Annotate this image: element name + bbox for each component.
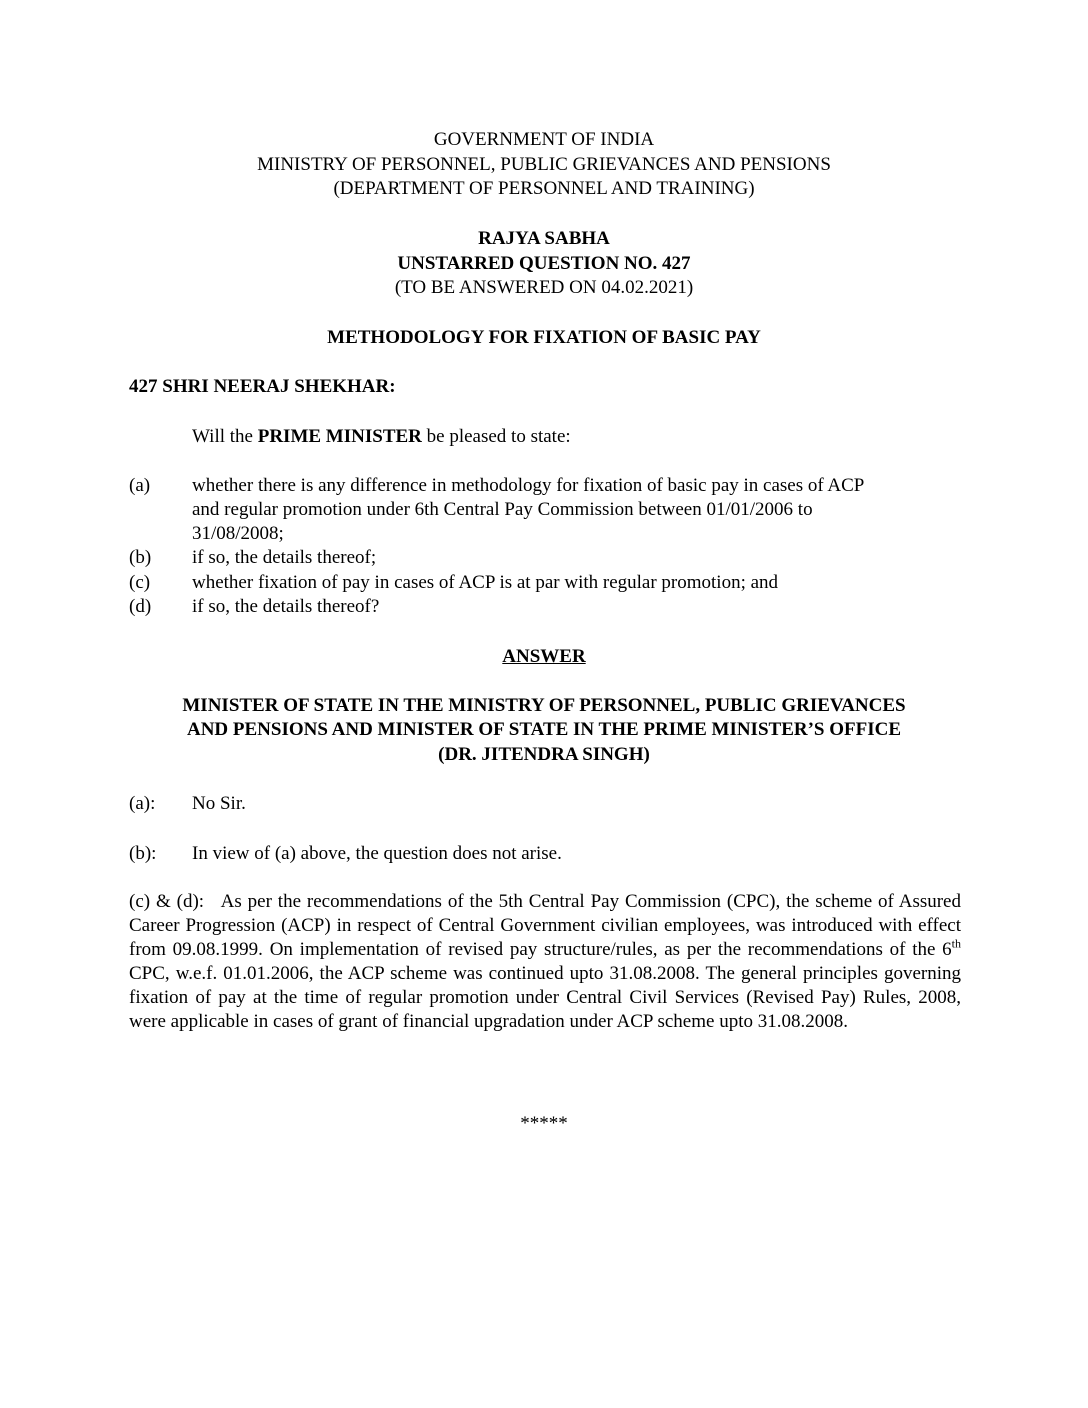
minister-line-3: (DR. JITENDRA SINGH) (438, 744, 650, 765)
intro-pre: Will the (192, 426, 258, 447)
header-line-3: (DEPARTMENT OF PERSONNEL AND TRAINING) (333, 178, 755, 199)
header-line-2: MINISTRY OF PERSONNEL, PUBLIC GRIEVANCES AND PENSIONS (257, 154, 831, 175)
intro-bold: PRIME MINISTER (257, 426, 422, 447)
header-line-1: GOVERNMENT OF INDIA (433, 129, 655, 150)
question-a-label: (a) (129, 475, 151, 496)
question-a-line-2: and regular promotion under 6th Central Pay Commission between 01/01/2006 to (192, 499, 813, 520)
answer-heading: ANSWER (502, 646, 586, 667)
question-a-line-1: whether there is any difference in methodology for fixation of basic pay in cases of ACP (192, 475, 865, 496)
minister-line-2: AND PENSIONS AND MINISTER OF STATE IN THE PRIME MINISTER’S OFFICE (186, 719, 902, 740)
question-number: UNSTARRED QUESTION NO. 427 (397, 253, 691, 274)
question-d-label: (d) (129, 596, 152, 617)
house-name: RAJYA SABHA (478, 228, 610, 249)
answer-b-text: In view of (a) above, the question does not arise. (192, 843, 562, 864)
answer-date: (TO BE ANSWERED ON 04.02.2021) (394, 277, 694, 298)
answer-a-label: (a): (129, 793, 156, 814)
question-a-line-3: 31/08/2008; (192, 523, 284, 544)
end-marker: ***** (520, 1113, 568, 1134)
question-intro (192, 425, 571, 449)
question-c-line-1: whether fixation of pay in cases of ACP is at par with regular promotion; and (192, 572, 779, 593)
answer-cd-text-1: As per the recommendations of the 5th Central Pay Commission (CPC), the scheme of Assured Career Progression (ACP) in respect of Central Government civilian employees, was introduced with effect from 09.08.1999. On implementation of revised pay structure/rules, as per the recommendations of the 6 (129, 891, 961, 960)
question-c-label: (c) (129, 572, 151, 593)
intro-post: be pleased to state: (421, 426, 571, 447)
answer-cd-paragraph (129, 890, 961, 1034)
answer-cd-label: (c) & (d): (129, 891, 205, 912)
minister-line-1: MINISTER OF STATE IN THE MINISTRY OF PERSONNEL, PUBLIC GRIEVANCES (182, 695, 906, 716)
answer-a-text: No Sir. (192, 793, 246, 814)
answer-cd-superscript: th (951, 936, 961, 951)
question-b-line-1: if so, the details thereof; (192, 547, 377, 568)
question-b-label: (b) (129, 547, 152, 568)
answer-b-label: (b): (129, 843, 157, 864)
asker-name: 427 SHRI NEERAJ SHEKHAR: (129, 376, 396, 397)
question-d-line-1: if so, the details thereof? (192, 596, 380, 617)
answer-cd-text-2: CPC, w.e.f. 01.01.2006, the ACP scheme was continued upto 31.08.2008. The general principles governing fixation of pay at the time of regular promotion under Central Civil Services (Revised Pay) Rules, 2008, were applicable in cases of grant of financial upgradation under ACP scheme upto 31.08.2008. (129, 963, 961, 1032)
subject-title: METHODOLOGY FOR FIXATION OF BASIC PAY (327, 327, 761, 348)
